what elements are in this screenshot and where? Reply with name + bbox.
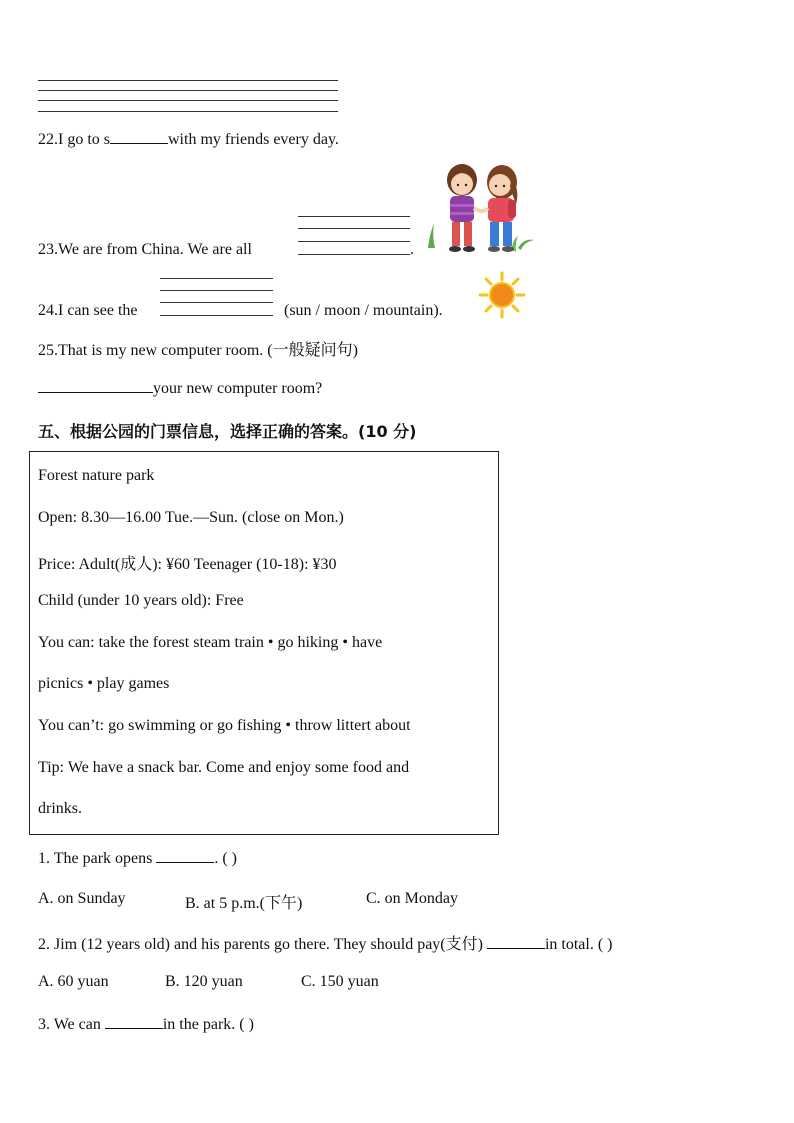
- question-text: 3. We can: [38, 1016, 101, 1033]
- question-text: 2. Jim (12 years old) and his parents go there. They should pay(支付): [38, 936, 483, 953]
- mc-question-1: [38, 848, 237, 868]
- ticket-line: Forest nature park: [38, 467, 155, 484]
- mc-option-2a[interactable]: A. 60 yuan: [38, 973, 109, 990]
- question-text: with my friends every day.: [168, 131, 339, 148]
- question-24-options: (sun / moon / mountain).: [284, 302, 443, 319]
- question-number: 24.: [38, 302, 58, 319]
- question-text: I go to s: [58, 131, 110, 148]
- question-24: [38, 302, 138, 320]
- question-text: . ( ): [214, 850, 237, 867]
- answer-blank[interactable]: [110, 129, 168, 144]
- mc-option-2b[interactable]: B. 120 yuan: [165, 973, 243, 990]
- question-25: [38, 337, 358, 360]
- ticket-line: You can’t: go swimming or go fishing • throw littert about: [38, 717, 411, 734]
- question-number: 25.: [38, 342, 58, 359]
- ticket-line: picnics • play games: [38, 675, 170, 692]
- question-text: 1. The park opens: [38, 850, 153, 867]
- question-text: in total. ( ): [544, 936, 613, 953]
- answer-blank[interactable]: [38, 378, 153, 393]
- sun-icon: [478, 271, 526, 319]
- answer-blank[interactable]: [105, 1014, 163, 1029]
- ticket-line: drinks.: [38, 800, 82, 817]
- ticket-line: Tip: We have a snack bar. Come and enjoy some food and: [38, 759, 410, 776]
- question-22: [38, 129, 339, 149]
- ticket-line: Price: Adult(成人): ¥60 Teenager (10-18): ¥30: [38, 556, 337, 573]
- answer-blank[interactable]: [487, 934, 545, 949]
- ticket-line: You can: take the forest steam train • go hiking • have: [38, 634, 383, 651]
- section-5-heading: 五、根据公园的门票信息，选择正确的答案。(10 分): [38, 422, 417, 441]
- question-text: We are from China. We are all: [58, 241, 252, 258]
- ticket-line: Open: 8.30—16.00 Tue.—Sun. (close on Mon.): [38, 509, 344, 526]
- question-25-answer: [38, 378, 322, 398]
- ticket-line: Child (under 10 years old): Free: [38, 592, 244, 609]
- question-text: I can see the: [58, 302, 138, 319]
- question-23: [38, 241, 252, 259]
- mc-question-2: [38, 931, 613, 954]
- mc-option-1a[interactable]: A. on Sunday: [38, 890, 126, 907]
- mc-option-2c[interactable]: C. 150 yuan: [301, 973, 379, 990]
- mc-option-1c[interactable]: C. on Monday: [366, 890, 458, 907]
- mc-option-1b[interactable]: B. at 5 p.m.(下午): [185, 895, 303, 912]
- question-number: 23.: [38, 241, 58, 258]
- question-text: That is my new computer room. (一般疑问句): [58, 342, 358, 359]
- answer-blank[interactable]: [156, 848, 214, 863]
- question-23-period: .: [410, 241, 414, 258]
- question-text: in the park. ( ): [162, 1016, 254, 1033]
- answer-suffix: your new computer room?: [153, 380, 323, 397]
- children-illustration: [420, 160, 540, 258]
- mc-question-3: [38, 1014, 254, 1034]
- question-number: 22.: [38, 131, 58, 148]
